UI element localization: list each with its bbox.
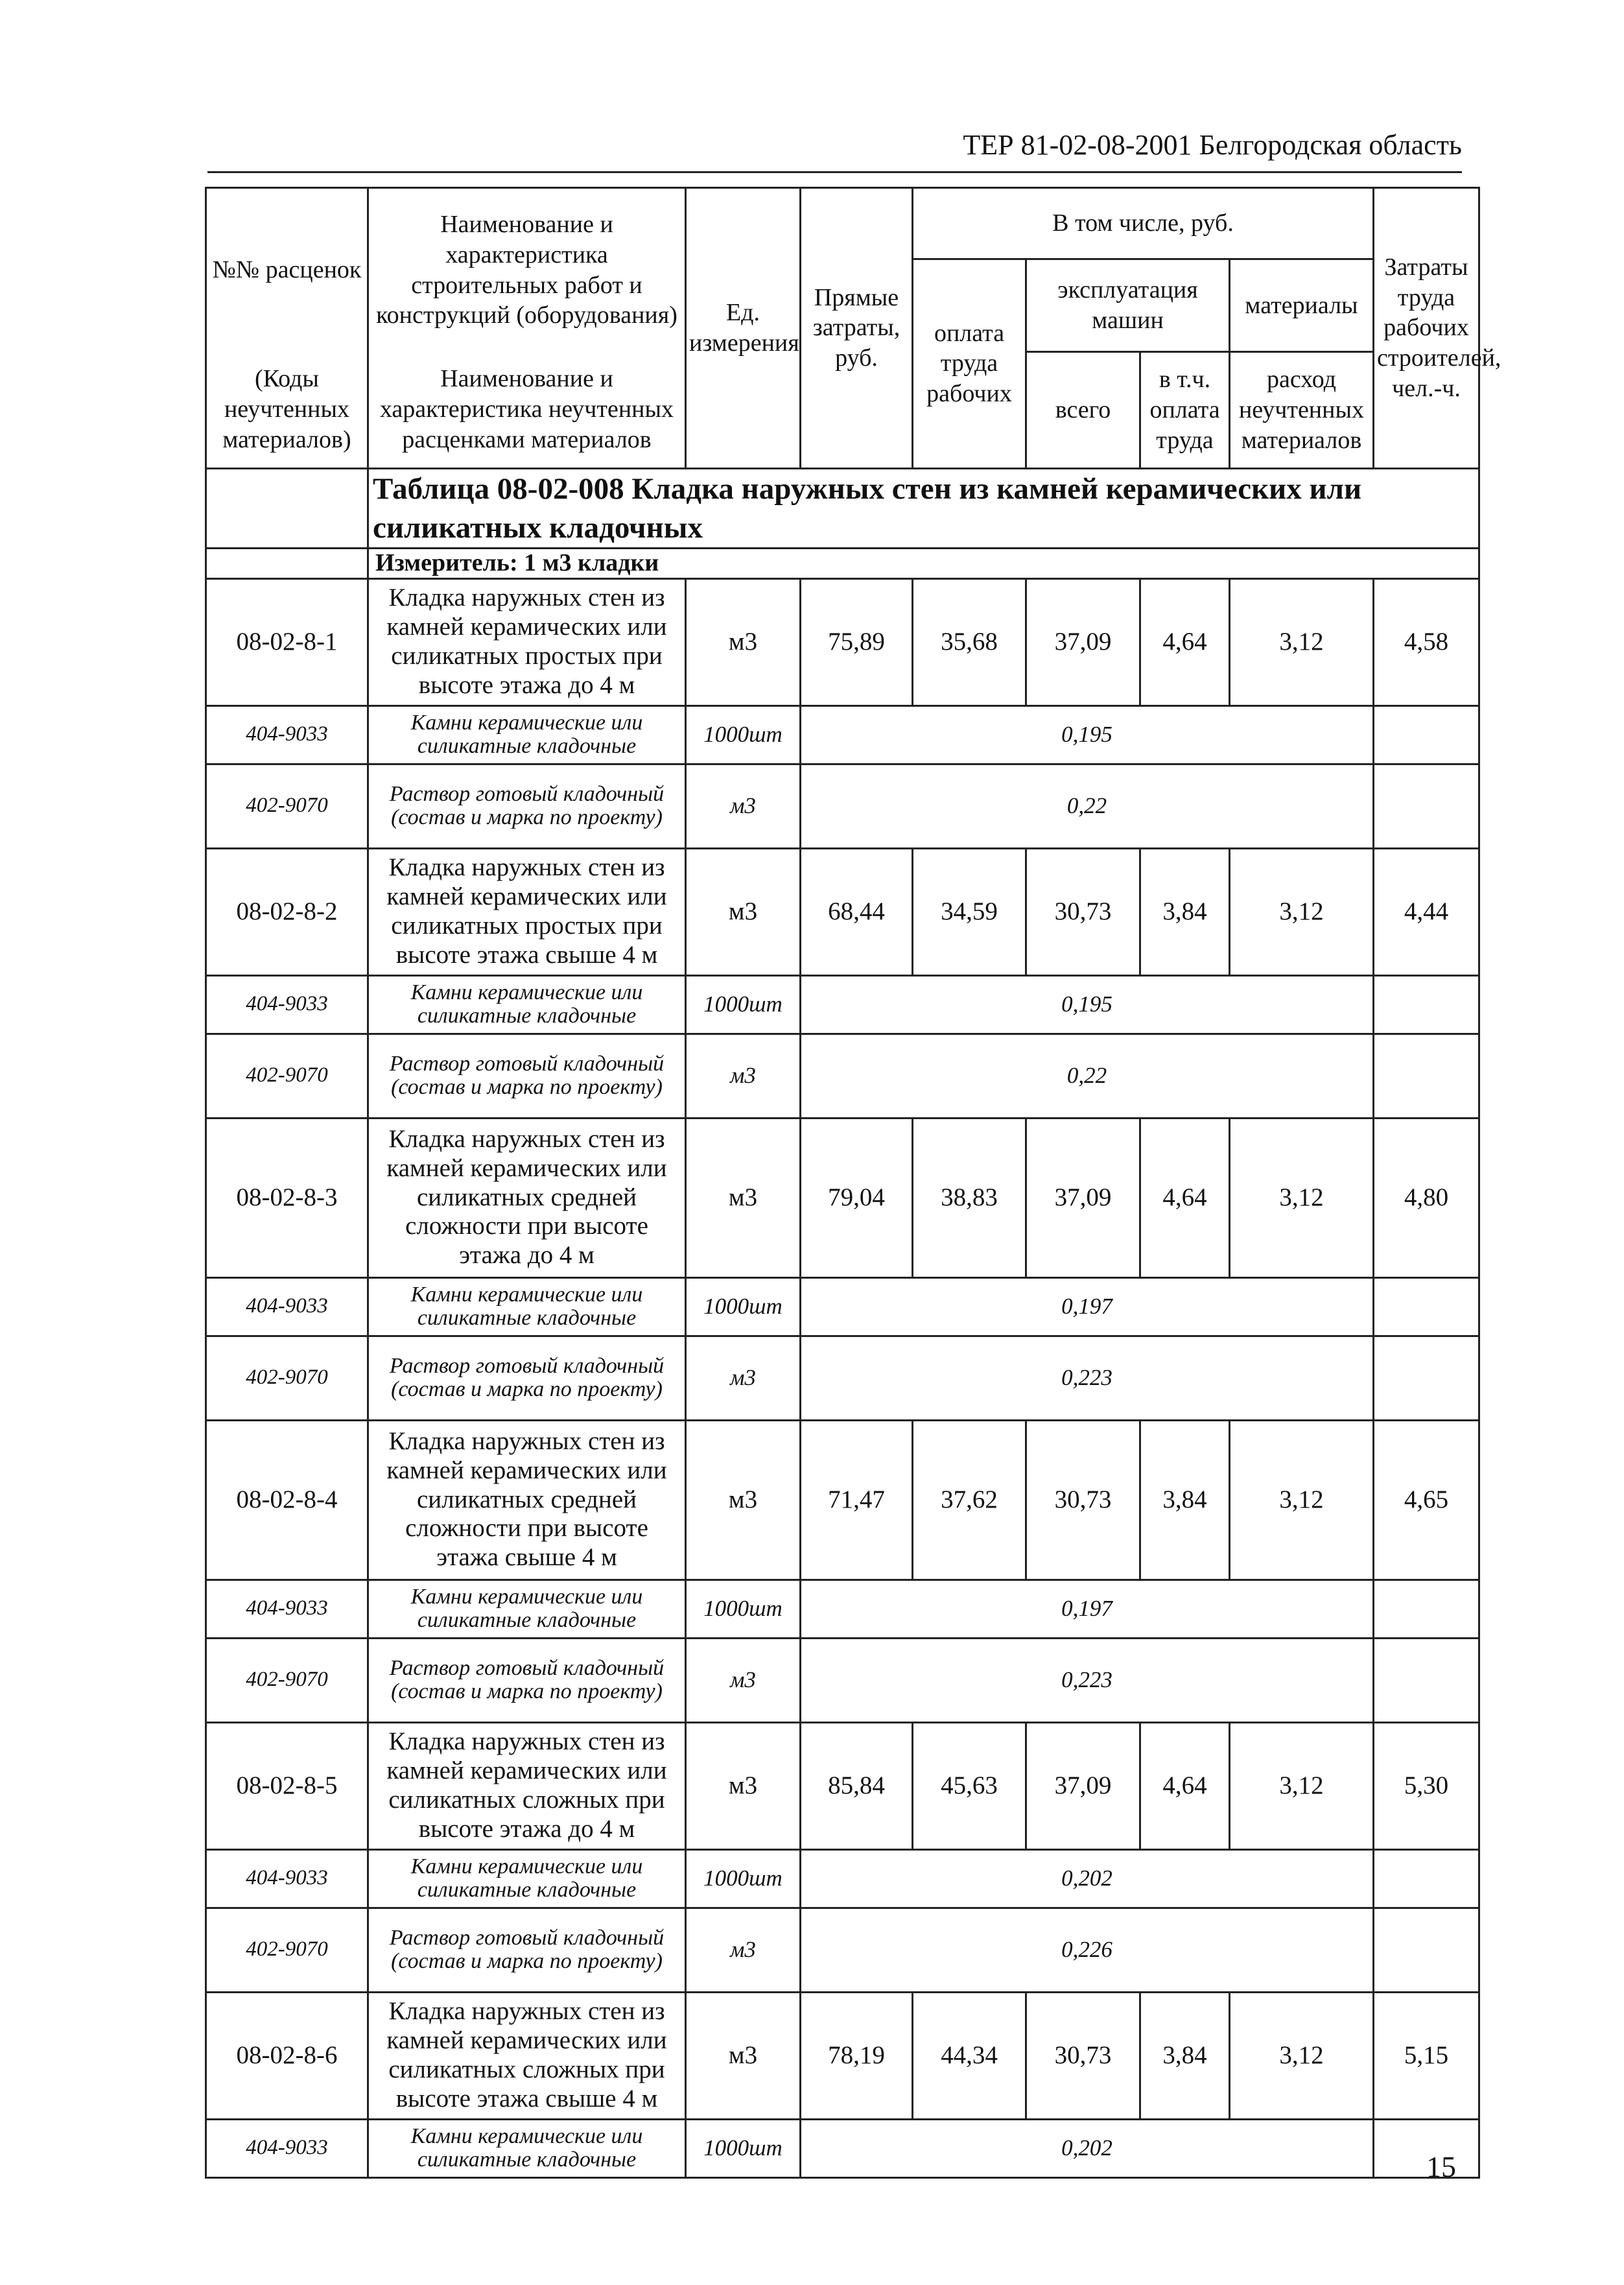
page-number: 15 (1426, 2150, 1456, 2183)
header-unit: Ед. измерения (686, 188, 801, 469)
material-labor-empty (1374, 1908, 1479, 1992)
header-machines-total: всего (1026, 352, 1140, 469)
rate-materials: 3,12 (1230, 1722, 1374, 1849)
material-labor-empty (1374, 1034, 1479, 1118)
material-row (206, 1908, 1479, 1992)
material-qty: 0,22 (801, 1034, 1374, 1118)
rate-unit: м3 (686, 848, 801, 975)
material-labor-empty (1374, 705, 1479, 764)
material-qty: 0,195 (801, 705, 1374, 764)
header-incl: В том числе, руб. (913, 188, 1374, 259)
table-row (206, 1722, 1479, 1849)
rate-wages: 35,68 (913, 578, 1026, 705)
rate-machine-wages: 4,64 (1140, 1722, 1230, 1849)
rate-labor: 4,80 (1374, 1118, 1479, 1277)
material-labor-empty (1374, 975, 1479, 1034)
rate-machine-wages: 4,64 (1140, 1118, 1230, 1277)
rate-labor: 4,44 (1374, 848, 1479, 975)
material-unit: 1000шт (686, 1849, 801, 1908)
material-labor-empty (1374, 1277, 1479, 1336)
material-qty: 0,22 (801, 764, 1374, 848)
table-title-row (206, 468, 1479, 548)
header-wages: оплата труда рабочих (913, 259, 1026, 469)
material-name: Камни керамические или силикатные кладочные (368, 975, 686, 1034)
rate-name: Кладка наружных стен из камней керамических или силикатных средней сложности при высоте этажа свыше 4 м (368, 1420, 686, 1580)
material-code: 402-9070 (206, 1638, 368, 1722)
material-qty: 0,197 (801, 1580, 1374, 1638)
material-qty: 0,226 (801, 1908, 1374, 1992)
material-row (206, 1277, 1479, 1336)
material-qty: 0,197 (801, 1277, 1374, 1336)
meter-label: Измеритель: 1 м3 кладки (368, 548, 1479, 578)
table-row (206, 1420, 1479, 1580)
rate-code: 08-02-8-3 (206, 1118, 368, 1277)
rate-name: Кладка наружных стен из камней керамических или силикатных простых при высоте этажа свыше 4 м (368, 848, 686, 975)
material-labor-empty (1374, 1849, 1479, 1908)
meter-spacer (206, 548, 368, 578)
header-name-top: Наименование и характеристика строительных работ и конструкций (оборудования) (368, 188, 686, 352)
material-row (206, 1849, 1479, 1908)
material-name: Камни керамические или силикатные кладочные (368, 1849, 686, 1908)
material-name: Раствор готовый кладочный (состав и марка по проекту) (368, 1336, 686, 1420)
table-row (206, 848, 1479, 975)
header-code-bottom: (Коды неучтенных материалов) (206, 352, 368, 469)
material-code: 402-9070 (206, 764, 368, 848)
material-code: 404-9033 (206, 975, 368, 1034)
material-code: 404-9033 (206, 2119, 368, 2177)
table-row (206, 1992, 1479, 2119)
header-row-top (206, 188, 1479, 259)
rate-machines: 30,73 (1026, 848, 1140, 975)
material-labor-empty (1374, 1336, 1479, 1420)
rate-labor: 4,65 (1374, 1420, 1479, 1580)
rate-machines: 37,09 (1026, 1118, 1140, 1277)
material-unit: 1000шт (686, 705, 801, 764)
rate-name: Кладка наружных стен из камней керамических или силикатных сложных при высоте этажа свыше 4 м (368, 1992, 686, 2119)
rate-unit: м3 (686, 1722, 801, 1849)
rate-direct: 78,19 (801, 1992, 913, 2119)
header-name-bottom: Наименование и характеристика неучтенных расценками материалов (368, 352, 686, 469)
material-name: Камни керамические или силикатные кладочные (368, 1580, 686, 1638)
material-row (206, 1638, 1479, 1722)
rate-name: Кладка наружных стен из камней керамических или силикатных простых при высоте этажа до 4 м (368, 578, 686, 705)
rate-machines: 37,09 (1026, 578, 1140, 705)
rate-materials: 3,12 (1230, 1992, 1374, 2119)
rate-code: 08-02-8-5 (206, 1722, 368, 1849)
document-title: ТЕР 81-02-08-2001 Белгородская область (963, 129, 1462, 161)
header-code-top: №№ расценок (206, 188, 368, 352)
material-unit: м3 (686, 764, 801, 848)
rate-name: Кладка наружных стен из камней керамических или силикатных средней сложности при высоте этажа до 4 м (368, 1118, 686, 1277)
material-qty: 0,202 (801, 2119, 1374, 2177)
material-qty: 0,195 (801, 975, 1374, 1034)
rates-table (205, 187, 1501, 2179)
material-code: 404-9033 (206, 1849, 368, 1908)
material-code: 402-9070 (206, 1034, 368, 1118)
table-row (206, 578, 1479, 705)
rate-machines: 37,09 (1026, 1722, 1140, 1849)
document-header (207, 128, 1462, 167)
table-row (206, 1118, 1479, 1277)
material-unit: м3 (686, 1336, 801, 1420)
rate-name: Кладка наружных стен из камней керамических или силикатных сложных при высоте этажа до 4 м (368, 1722, 686, 1849)
rate-machines: 30,73 (1026, 1992, 1140, 2119)
rate-labor: 5,15 (1374, 1992, 1479, 2119)
material-row (206, 764, 1479, 848)
material-row (206, 2119, 1479, 2177)
material-qty: 0,223 (801, 1638, 1374, 1722)
rate-direct: 75,89 (801, 578, 913, 705)
rate-wages: 45,63 (913, 1722, 1026, 1849)
rate-materials: 3,12 (1230, 1420, 1374, 1580)
rate-materials: 3,12 (1230, 1118, 1374, 1277)
material-row (206, 1580, 1479, 1638)
rate-machine-wages: 4,64 (1140, 578, 1230, 705)
rate-machine-wages: 3,84 (1140, 1420, 1230, 1580)
rate-code: 08-02-8-4 (206, 1420, 368, 1580)
rate-direct: 68,44 (801, 848, 913, 975)
header-rule (207, 171, 1462, 173)
rate-wages: 44,34 (913, 1992, 1026, 2119)
rate-labor: 4,58 (1374, 578, 1479, 705)
material-qty: 0,223 (801, 1336, 1374, 1420)
rate-code: 08-02-8-6 (206, 1992, 368, 2119)
rate-machine-wages: 3,84 (1140, 848, 1230, 975)
rate-unit: м3 (686, 578, 801, 705)
material-code: 404-9033 (206, 1580, 368, 1638)
material-name: Раствор готовый кладочный (состав и марка по проекту) (368, 764, 686, 848)
material-name: Раствор готовый кладочный (состав и марка по проекту) (368, 1034, 686, 1118)
table-title: Таблица 08-02-008 Кладка наружных стен из камней керамических или силикатных кладочных (368, 468, 1479, 548)
material-row (206, 975, 1479, 1034)
material-labor-empty (1374, 1638, 1479, 1722)
material-unit: 1000шт (686, 1580, 801, 1638)
material-row (206, 1034, 1479, 1118)
meter-row (206, 548, 1479, 578)
rate-wages: 38,83 (913, 1118, 1026, 1277)
material-qty: 0,202 (801, 1849, 1374, 1908)
rate-machines: 30,73 (1026, 1420, 1140, 1580)
material-labor-empty (1374, 764, 1479, 848)
title-spacer (206, 468, 368, 548)
material-unit: м3 (686, 1908, 801, 1992)
material-code: 402-9070 (206, 1336, 368, 1420)
material-unit: м3 (686, 1638, 801, 1722)
rate-machine-wages: 3,84 (1140, 1992, 1230, 2119)
rate-code: 08-02-8-1 (206, 578, 368, 705)
material-unit: 1000шт (686, 2119, 801, 2177)
header-materials: материалы (1230, 259, 1374, 352)
rate-direct: 71,47 (801, 1420, 913, 1580)
material-row (206, 705, 1479, 764)
material-code: 404-9033 (206, 705, 368, 764)
rate-wages: 37,62 (913, 1420, 1026, 1580)
material-name: Камни керамические или силикатные кладочные (368, 1277, 686, 1336)
material-unit: 1000шт (686, 1277, 801, 1336)
material-labor-empty (1374, 1580, 1479, 1638)
material-name: Раствор готовый кладочный (состав и марка по проекту) (368, 1908, 686, 1992)
material-name: Камни керамические или силикатные кладочные (368, 705, 686, 764)
header-direct: Прямые затраты, руб. (801, 188, 913, 469)
rate-labor: 5,30 (1374, 1722, 1479, 1849)
material-unit: м3 (686, 1034, 801, 1118)
header-materials-sub: расход неучтенных материалов (1230, 352, 1374, 469)
material-name: Камни керамические или силикатные кладочные (368, 2119, 686, 2177)
rate-unit: м3 (686, 1992, 801, 2119)
rate-materials: 3,12 (1230, 578, 1374, 705)
header-labor: Затраты труда рабочих строителей, чел.-ч. (1374, 188, 1479, 469)
rate-unit: м3 (686, 1420, 801, 1580)
rate-direct: 79,04 (801, 1118, 913, 1277)
material-code: 404-9033 (206, 1277, 368, 1336)
material-name: Раствор готовый кладочный (состав и марка по проекту) (368, 1638, 686, 1722)
header-machines-wages: в т.ч. оплата труда (1140, 352, 1230, 469)
rate-code: 08-02-8-2 (206, 848, 368, 975)
material-unit: 1000шт (686, 975, 801, 1034)
rate-materials: 3,12 (1230, 848, 1374, 975)
header-machines: эксплуатация машин (1026, 259, 1230, 352)
rate-direct: 85,84 (801, 1722, 913, 1849)
material-row (206, 1336, 1479, 1420)
rate-unit: м3 (686, 1118, 801, 1277)
material-code: 402-9070 (206, 1908, 368, 1992)
rate-wages: 34,59 (913, 848, 1026, 975)
